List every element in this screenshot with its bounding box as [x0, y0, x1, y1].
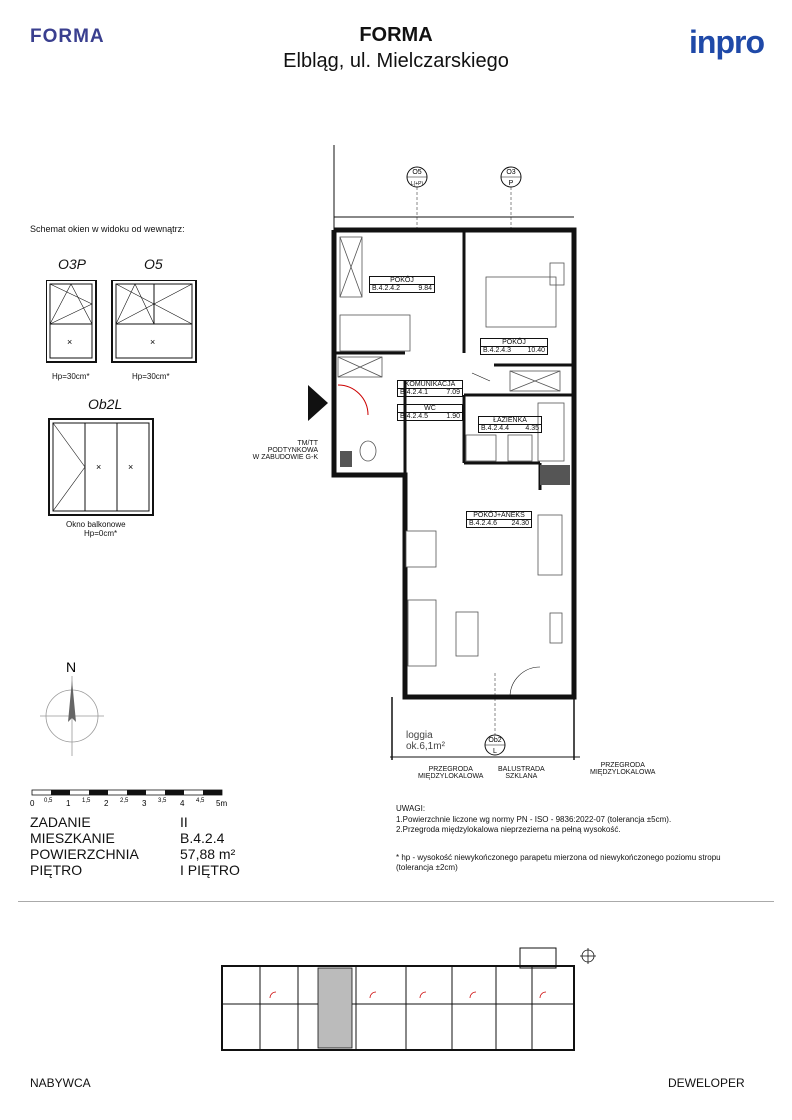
- info-value-powierzchnia: 57,88 m²: [180, 846, 236, 862]
- window-o3p-note: Hp=30cm*: [52, 372, 90, 381]
- compass-needle-icon: [68, 680, 76, 722]
- window-tag-ob2-sub: L: [493, 748, 497, 755]
- info-label-powierzchnia: POWIERZCHNIA: [30, 846, 139, 862]
- svg-text:×: ×: [128, 462, 134, 472]
- notes-line2: 2.Przegroda międzylokalowa nieprzezierna na pełną wysokość.: [396, 825, 621, 834]
- inpro-logo: inpro: [689, 24, 764, 60]
- room-label-pokoj-aneks: POKÓJ+ANEKS B.4.2.4.6 24.30: [466, 511, 532, 528]
- window-ob2l-note-line2: Hp=0cm*: [84, 529, 118, 538]
- compass: [40, 656, 110, 760]
- building-key-plan: [220, 944, 600, 1054]
- furniture: [338, 237, 564, 666]
- compass-north-label: N: [66, 659, 77, 675]
- window-ob2l-diagram: [48, 418, 156, 518]
- window-tag-o3: O3: [506, 169, 516, 176]
- loggia-label: loggia: [406, 730, 433, 741]
- notes-hp-line2: (tolerancja ±2cm): [396, 863, 458, 872]
- svg-text:2,5: 2,5: [120, 798, 129, 804]
- tm-note: TM/TT PODTYNKOWA W ZABUDOWIE G-K: [252, 440, 318, 461]
- page-subtitle: Elbląg, ul. Mielczarskiego: [283, 50, 509, 72]
- svg-text:×: ×: [67, 337, 73, 347]
- svg-text:3,5: 3,5: [158, 798, 167, 804]
- room-label-lazienka: ŁAZIENKA B.4.2.4.4 4.35: [478, 416, 542, 433]
- page-title: FORMA: [359, 24, 433, 46]
- info-value-mieszkanie: B.4.2.4: [180, 830, 225, 846]
- notes-heading: UWAGI:: [396, 804, 426, 813]
- divider: [18, 901, 774, 902]
- room-label-pokoj-2: POKÓJ B.4.2.4.3 10.40: [480, 338, 548, 355]
- svg-text:4,5: 4,5: [196, 798, 205, 804]
- window-tag-o5-sub: L(+P): [410, 181, 424, 187]
- svg-text:4: 4: [180, 799, 185, 808]
- svg-text:1,5: 1,5: [82, 798, 91, 804]
- entry-door-swing-icon: [338, 385, 368, 415]
- info-label-mieszkanie: MIESZKANIE: [30, 830, 115, 846]
- window-tag-o5: O5: [412, 169, 422, 176]
- svg-text:0,5: 0,5: [44, 798, 53, 804]
- loggia-area: ok.6,1m²: [406, 741, 445, 752]
- svg-text:0: 0: [30, 799, 35, 808]
- callout-right-partition: PRZEGRODA MIĘDZYLOKALOWA: [590, 762, 656, 776]
- notes-line1: 1.Powierzchnie liczone wg normy PN - ISO - 9836:2022-07 (tolerancja ±5cm).: [396, 815, 672, 824]
- window-o5-diagram: [112, 280, 196, 362]
- window-ob2l-note-line1: Okno balkonowe: [66, 520, 126, 529]
- key-plan-highlight: [318, 968, 352, 1048]
- svg-text:5m: 5m: [216, 799, 228, 808]
- svg-text:×: ×: [96, 462, 102, 472]
- notes-hp-line1: * hp - wysokość niewykończonego parapetu mierzona od niewykończonego poziomu stropu: [396, 853, 721, 862]
- window-schema-title: Schemat okien w widoku od wewnątrz:: [30, 224, 185, 234]
- svg-text:×: ×: [150, 337, 156, 347]
- svg-text:2: 2: [104, 799, 109, 808]
- window-label-o3p: O3P: [58, 256, 87, 272]
- footer-buyer: NABYWCA: [30, 1076, 91, 1090]
- window-label-ob2l: Ob2L: [88, 396, 123, 412]
- info-label-zadanie: ZADANIE: [30, 814, 91, 830]
- info-value-zadanie: II: [180, 814, 188, 830]
- svg-text:1: 1: [66, 799, 71, 808]
- window-diagrams-top: [46, 280, 206, 364]
- info-value-pietro: I PIĘTRO: [180, 862, 240, 878]
- floor-plan: [240, 145, 600, 785]
- entrance-arrow-icon: [308, 385, 328, 421]
- room-label-pokoj-1: POKÓJ B.4.2.4.2 9.84: [369, 276, 435, 293]
- window-tag-o3-sub: P: [508, 180, 514, 187]
- window-label-o5: O5: [144, 256, 163, 272]
- callout-glass-railing: BALUSTRADA SZKLANA: [498, 766, 545, 780]
- room-label-komunikacja: KOMUNIKACJA B.4.2.4.1 7.09: [397, 380, 463, 397]
- room-label-wc: WC B.4.2.4.5 1.90: [397, 404, 463, 421]
- svg-text:3: 3: [142, 799, 147, 808]
- footer-developer: DEWELOPER: [668, 1076, 745, 1090]
- scale-bar: [28, 786, 238, 810]
- callout-left-partition: PRZEGRODA MIĘDZYLOKALOWA: [418, 766, 484, 780]
- info-label-pietro: PIĘTRO: [30, 862, 83, 878]
- window-tag-ob2: Ob2: [488, 737, 502, 744]
- window-o3p-diagram: [46, 280, 96, 362]
- window-o5-note: Hp=30cm*: [132, 372, 170, 381]
- forma-logo: FORMA: [30, 26, 105, 47]
